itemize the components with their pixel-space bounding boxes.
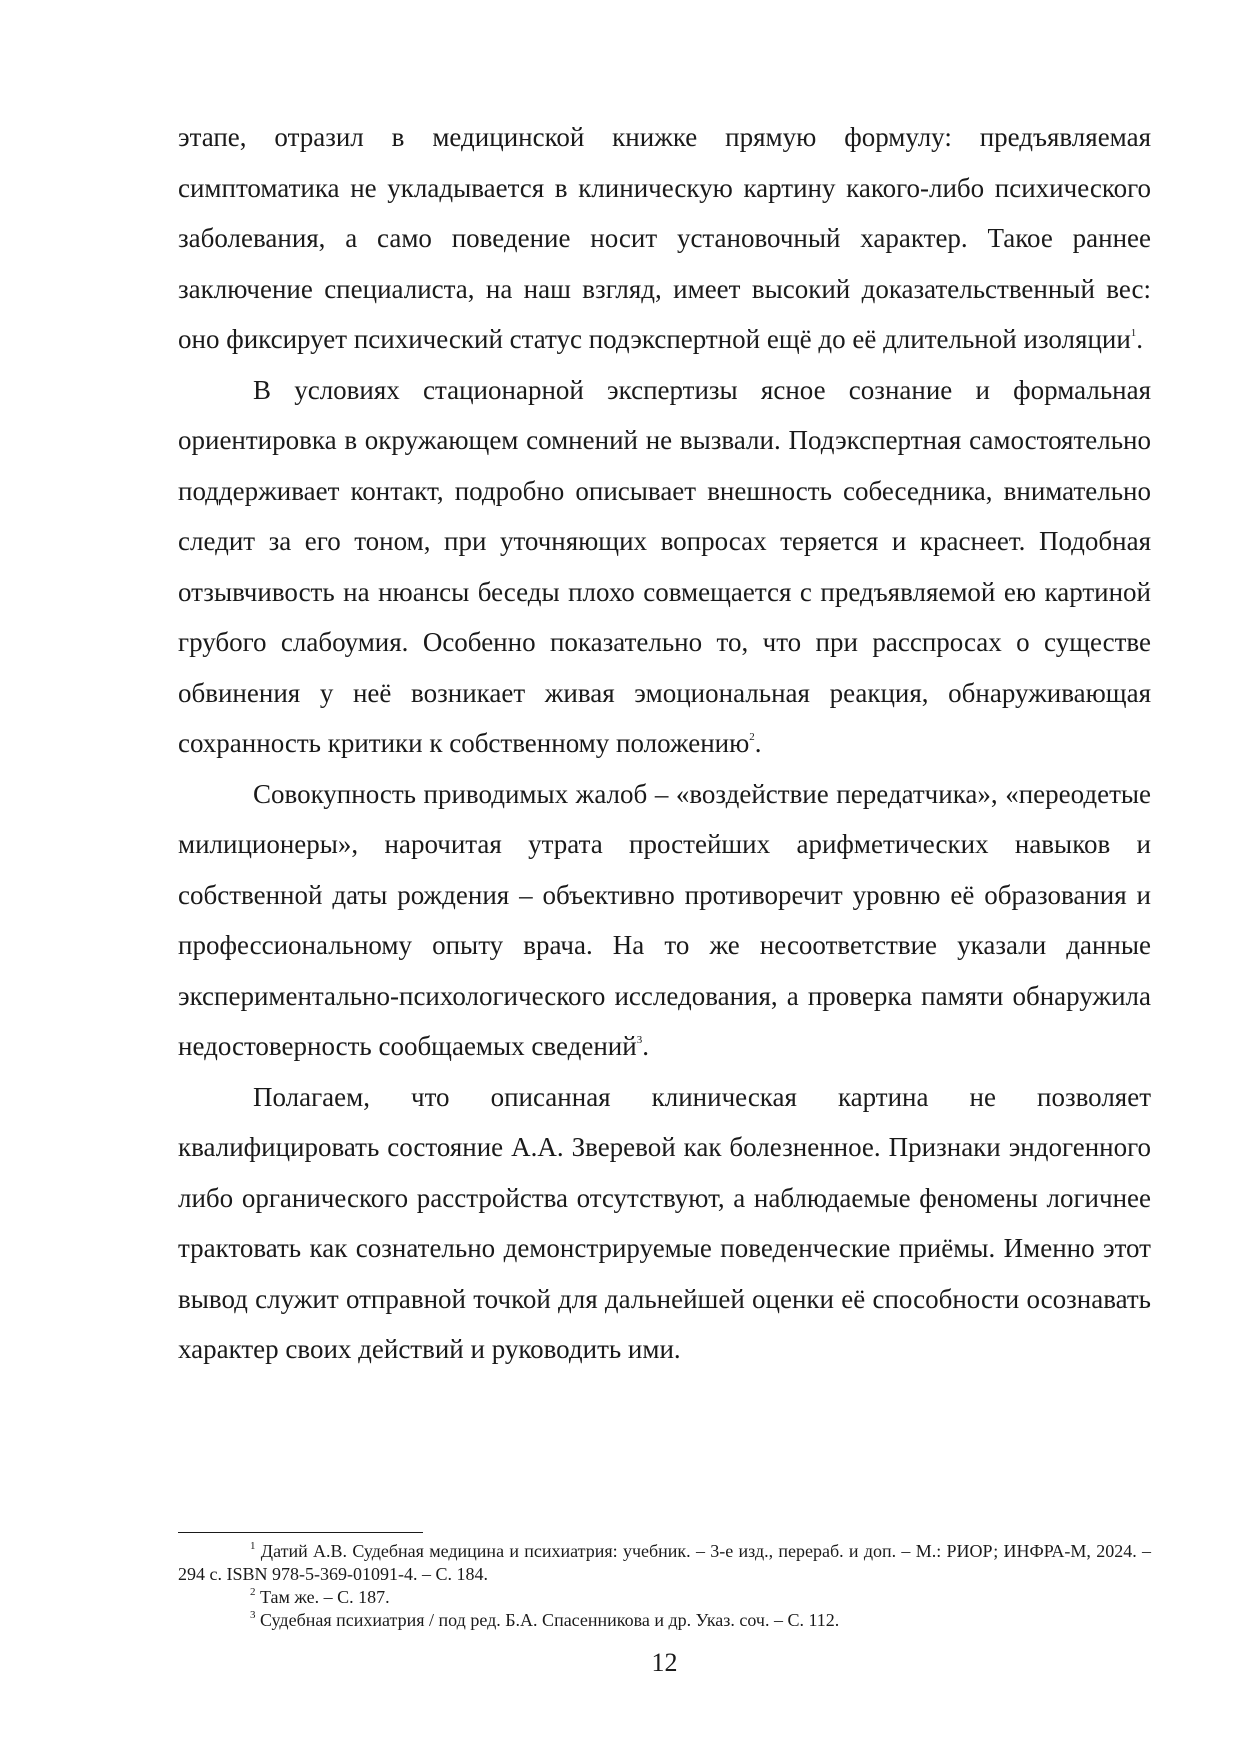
footnote-number: 3 (250, 1609, 256, 1621)
footnote-number: 2 (250, 1586, 256, 1598)
footnote-text: Судебная психиатрия / под ред. Б.А. Спасенникова и др. Указ. соч. – С. 112. (260, 1610, 840, 1630)
body-paragraph-3 (178, 769, 1151, 1072)
footnote-1 (178, 1540, 1151, 1586)
body-paragraph-2 (178, 365, 1151, 769)
footnote-3 (178, 1609, 1151, 1632)
footnotes-section (178, 1540, 1151, 1632)
paragraph-text: В условиях стационарной экспертизы ясное сознание и формальная ориентировка в окружающем сомнений не вызвали. Подэкспертная самостоятельно поддерживает контакт, подробно описывает внешность собеседника, внимательно следит за его тоном, при уточняющих вопросах теряется и краснеет. Подобная отзывчивость на нюансы беседы плохо совмещается с предъявляемой ею картиной грубого слабоумия. Особенно показательно то, что при расспросах о существе обвинения у неё возникает живая эмоциональная реакция, обнаруживающая сохранность критики к собственному положению (178, 374, 1151, 758)
paragraph-text: Полагаем, что описанная клиническая картина не позволяет квалифицировать состояние А.А. Зверевой как болезненное. Признаки эндогенного либо органического расстройства отсутствуют, а наблюдаемые феномены логичнее трактовать как сознательно демонстрируемые поведенческие приёмы. Именно этот вывод служит отправной точкой для дальнейшей оценки её способности осознавать характер своих действий и руководить ими. (178, 1081, 1151, 1364)
paragraph-tail: . (1136, 324, 1144, 354)
footnote-reference-2[interactable]: 2 (749, 731, 755, 743)
paragraph-tail: . (754, 728, 762, 758)
paragraph-text: Совокупность приводимых жалоб – «воздействие передатчика», «переодетые милиционеры», нарочитая утрата простейших арифметических навыков и собственной даты рождения – объективно противоречит уровню её образования и профессиональному опыту врача. На то же несоответствие указали данные экспериментально-психологического исследования, а проверка памяти обнаружила недостоверность сообщаемых сведений (178, 778, 1151, 1061)
footnote-reference-3[interactable]: 3 (636, 1034, 643, 1046)
footnote-separator (178, 1532, 423, 1533)
footnote-reference-1[interactable]: 1 (1130, 327, 1137, 339)
footnote-text: Датий А.В. Судебная медицина и психиатрия: учебник. – 3-е изд., перераб. и доп. – М.: РИОР; ИНФРА-М, 2024. – 294 с. ISBN 978-5-369-01091-4. – С. 184. (178, 1541, 1151, 1584)
footnote-number: 1 (250, 1540, 256, 1552)
paragraph-tail: . (642, 1031, 649, 1061)
footnote-text: Там же. – С. 187. (260, 1587, 390, 1607)
body-paragraph-1 (178, 112, 1151, 365)
document-page (178, 112, 1151, 1375)
footnote-2 (178, 1586, 1151, 1609)
page-number: 12 (651, 1648, 678, 1677)
paragraph-text: этапе, отразил в медицинской книжке прямую формулу: предъявляемая симптоматика не укладывается в клиническую картину какого-либо психического заболевания, а само поведение носит установочный характер. Такое раннее заключение специалиста, на наш взгляд, имеет высокий доказательственный вес: оно фиксирует психический статус подэкспертной ещё до её длительной изоляции (178, 122, 1151, 354)
body-paragraph-4 (178, 1072, 1151, 1375)
